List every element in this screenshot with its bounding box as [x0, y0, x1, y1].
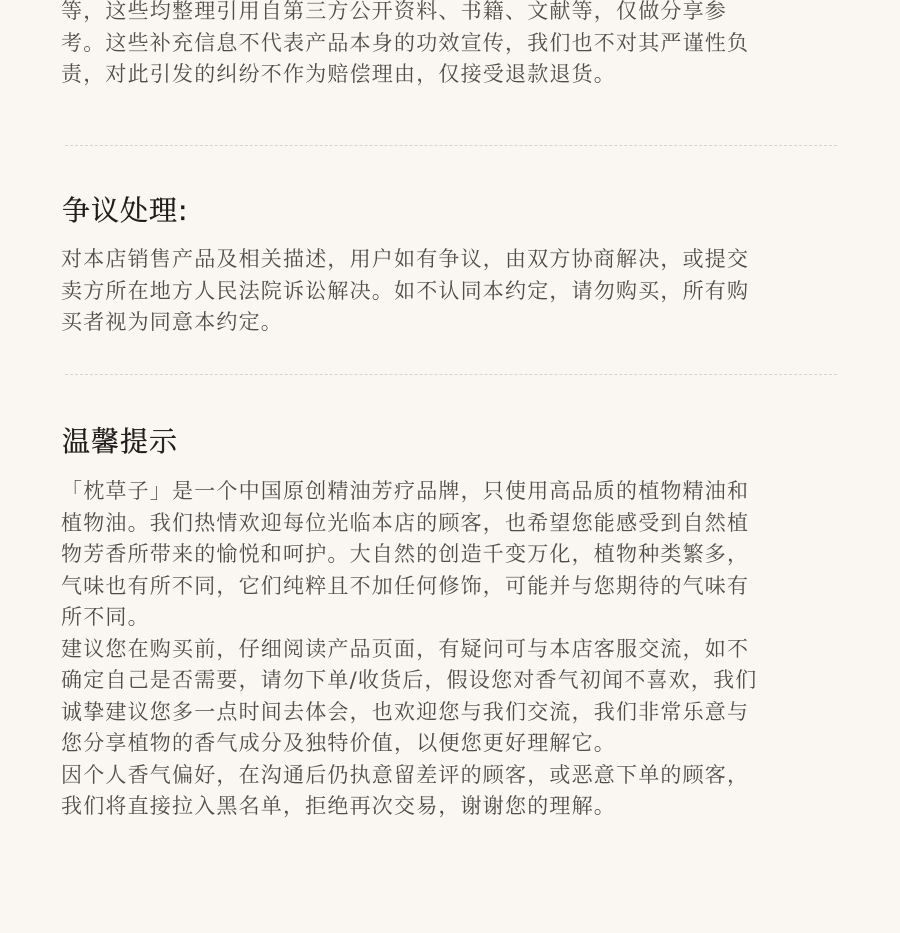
dashed-divider — [65, 374, 837, 375]
dispute-paragraph: 对本店销售产品及相关描述，用户如有争议，由双方协商解决，或提交 卖方所在地方人民法院诉讼解决。如不认同本约定，请勿购买，所有购 买者视为同意本约定。 — [61, 247, 750, 334]
tips-heading: 温馨提示 — [62, 425, 179, 458]
dispute-heading: 争议处理: — [62, 194, 189, 227]
disclaimer-paragraph: 等，这些均整理引用自第三方公开资料、书籍、文献等，仅做分享参 考。这些补充信息不代表产品本身的功效宣传，我们也不对其严谨性负 责，对此引发的纠纷不作为赔偿理由，仅接受退款退货。 — [61, 0, 750, 86]
dashed-divider — [65, 145, 837, 146]
tips-paragraph: 「枕草子」是一个中国原创精油芳疗品牌，只使用高品质的植物精油和 植物油。我们热情欢迎每位光临本店的顾客，也希望您能感受到自然植 物芳香所带来的愉悦和呵护。大自然的创造千变万化，植物种类繁多， 气味也有所不同，它们纯粹且不加任何修饰，可能并与您期待的气味有 所不同。 建议您在购买前，仔细阅读产品页面，有疑问可与本店客服交流，如不 确定自己是否需要，请勿下单/收货后，假设您对香气初闻不喜欢，我们 诚挚建议您多一点时间去体会，也欢迎您与我们交流，我们非常乐意与 您分享植物的香气成分及独特价值，以便您更好理解它。 因个人香气偏好，在沟通后仍执意留差评的顾客，或恶意下单的顾客， 我们将直接拉入黑名单，拒绝再次交易，谢谢您的理解。 — [61, 479, 758, 818]
